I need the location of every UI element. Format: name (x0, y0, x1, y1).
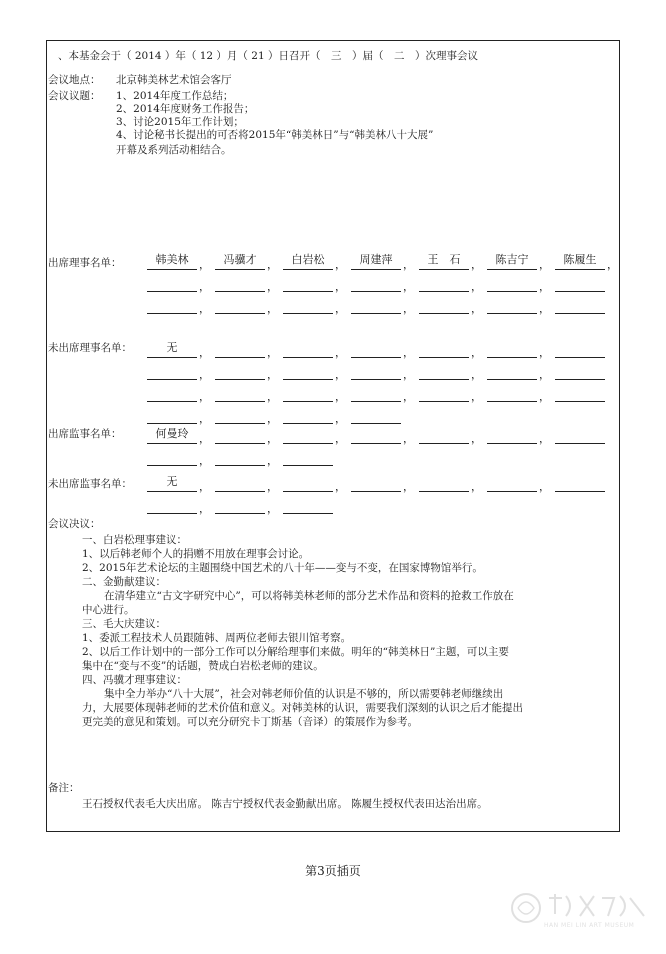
resolution-line: 1、委派工程技术人员跟随韩、周两位老师去银川馆考察。 (82, 632, 352, 644)
signature-slot (147, 385, 197, 402)
signature-slot (555, 427, 605, 444)
signature-slot (147, 297, 197, 314)
signature-slot (419, 275, 469, 292)
signature-slot (147, 449, 197, 466)
resolution-line: 中心进行。 (82, 604, 135, 616)
separator: ， (199, 280, 210, 293)
resolution-line: 2、以后工作计划中的一部分工作可以分解给理事们来做。明年的“韩美林日”主题，可以主要 (82, 646, 509, 658)
signature-slot: 韩美林 (147, 253, 197, 270)
signature-slot (147, 363, 197, 380)
separator: ， (539, 302, 550, 315)
resolution-line: 2、2015年艺术论坛的主题围绕中国艺术的八十年——变与不变，在国家博物馆举行。 (82, 562, 483, 574)
agenda-item: 3、讨论2015年工作计划； (116, 116, 244, 128)
separator: ， (199, 502, 210, 515)
resolution-line: 集中在“变与不变”的话题，赞成白岩松老师的建议。 (82, 660, 324, 672)
separator: ， (607, 258, 618, 271)
signature-slot: 无 (147, 341, 197, 358)
separator: ， (403, 346, 414, 359)
signature-slot (283, 363, 333, 380)
remarks-text: 王石授权代表毛大庆出席。 陈吉宁授权代表金勤献出席。 陈履生授权代表田达治出席。 (82, 798, 488, 810)
signature-slot: 周建萍 (351, 253, 401, 270)
resolution-line: 集中全力举办“八十大展”，社会对韩老师价值的认识是不够的，所以需要韩老师继续出 (104, 688, 504, 700)
resolution-line: 1、以后韩老师个人的捐赠不用放在理事会讨论。 (82, 548, 310, 560)
signature-slot (147, 407, 197, 424)
separator: ， (335, 280, 346, 293)
signature-slot (351, 385, 401, 402)
signature-slot (283, 341, 333, 358)
museum-watermark-logo (504, 886, 654, 936)
signature-slot (283, 475, 333, 492)
signature-slot (147, 275, 197, 292)
separator: ， (403, 368, 414, 381)
watermark-text: HAN MEI LIN ART MUSEUM (544, 922, 635, 929)
signature-slot (487, 475, 537, 492)
signature-slot (351, 475, 401, 492)
separator: ， (335, 258, 346, 271)
present-directors-grid (99, 252, 618, 318)
separator: ， (267, 390, 278, 403)
separator: ， (539, 368, 550, 381)
signature-slot (215, 341, 265, 358)
separator: ， (471, 480, 482, 493)
signature-slot (283, 297, 333, 314)
separator: ， (199, 412, 210, 425)
agenda-item: 4、讨论秘书长提出的可否将2015年“韩美林日”与“韩美林八十大展” (116, 129, 434, 141)
signature-slot: 无 (147, 475, 197, 492)
signature-slot: 白岩松 (283, 253, 333, 270)
signature-slot (351, 427, 401, 444)
separator: ， (335, 480, 346, 493)
signature-slot (419, 385, 469, 402)
separator: ， (199, 368, 210, 381)
separator: ， (335, 432, 346, 445)
signature-slot (487, 297, 537, 314)
separator: ， (471, 280, 482, 293)
separator: ， (403, 302, 414, 315)
separator: ， (539, 346, 550, 359)
signature-slot (283, 427, 333, 444)
signature-slot (215, 275, 265, 292)
separator: ， (471, 368, 482, 381)
signature-slot (351, 341, 401, 358)
signature-slot (215, 407, 265, 424)
resolution-line: 在清华建立“古文字研究中心”，可以将韩美林老师的部分艺术作品和资料的抢救工作放在 (104, 590, 514, 602)
signature-slot (283, 407, 333, 424)
signature-slot (555, 363, 605, 380)
resolution-line: 力，大展要体现韩老师的艺术价值和意义。对韩美林的认识，需要我们深刻的认识之后才能提出 (82, 702, 523, 714)
separator: ， (199, 454, 210, 467)
signature-slot (351, 407, 401, 424)
absent-directors-grid (99, 340, 607, 428)
agenda-item: 开幕及系列活动相结合。 (116, 144, 232, 156)
separator: ， (471, 390, 482, 403)
separator: ， (539, 258, 550, 271)
absent-directors-label: 未出席理事名单： (48, 342, 132, 354)
agenda-item: 1、2014年度工作总结； (116, 90, 234, 102)
present-directors-label: 出席理事名单： (48, 257, 122, 269)
signature-slot (215, 475, 265, 492)
signature-slot (215, 385, 265, 402)
signature-slot (487, 341, 537, 358)
separator: ， (267, 302, 278, 315)
signature-slot (487, 275, 537, 292)
resolution-heading: 一、白岩松理事建议： (82, 534, 187, 546)
signature-slot (487, 427, 537, 444)
separator: ， (335, 412, 346, 425)
resolution-heading: 四、冯骥才理事建议： (82, 674, 187, 686)
separator: ， (403, 432, 414, 445)
agenda-label: 会议议题： (48, 90, 101, 102)
remarks-label: 备注： (48, 782, 80, 794)
separator: ， (199, 390, 210, 403)
signature-slot (555, 385, 605, 402)
separator: ， (335, 368, 346, 381)
signature-slot (419, 297, 469, 314)
absent-supervisors-label: 未出席监事名单： (48, 478, 132, 490)
signature-slot (419, 427, 469, 444)
signature-slot (147, 497, 197, 514)
separator: ， (539, 390, 550, 403)
signature-slot (215, 427, 265, 444)
separator: ， (199, 480, 210, 493)
separator: ， (403, 258, 414, 271)
signature-slot (215, 497, 265, 514)
signature-slot (283, 275, 333, 292)
signature-slot (215, 297, 265, 314)
separator: ， (267, 502, 278, 515)
signature-slot: 冯骥才 (215, 253, 265, 270)
signature-slot (283, 385, 333, 402)
signature-slot (419, 363, 469, 380)
separator: ， (471, 432, 482, 445)
separator: ， (267, 480, 278, 493)
resolutions-label: 会议决议： (48, 518, 101, 530)
separator: ， (199, 258, 210, 271)
meeting-header: 、本基金会于（ 2014 ）年（ 12 ）月（ 21 ）日召开（ 三 ）届（ 二 ）次理事会议 (58, 50, 478, 62)
agenda-item: 2、2014年度财务工作报告； (116, 103, 255, 115)
location-label: 会议地点： (48, 74, 101, 86)
separator: ， (335, 390, 346, 403)
signature-slot (419, 341, 469, 358)
signature-slot (487, 363, 537, 380)
signature-slot (351, 363, 401, 380)
resolution-heading: 二、金勤献建议： (82, 576, 166, 588)
separator: ， (403, 390, 414, 403)
signature-slot: 陈吉宁 (487, 253, 537, 270)
separator: ， (199, 302, 210, 315)
present-supervisors-grid (99, 426, 607, 470)
signature-slot (419, 475, 469, 492)
signature-slot (283, 497, 333, 514)
absent-supervisors-grid (99, 474, 607, 518)
signature-slot (215, 363, 265, 380)
signature-slot: 王 石 (419, 253, 469, 270)
separator: ， (267, 432, 278, 445)
separator: ， (471, 258, 482, 271)
signature-slot (487, 385, 537, 402)
separator: ， (335, 302, 346, 315)
signature-slot (351, 275, 401, 292)
resolution-line: 更完美的意见和策划。可以充分研究卡丁斯基（音译）的策展作为参考。 (82, 716, 418, 728)
signature-slot (215, 449, 265, 466)
signature-slot: 何曼玲 (147, 427, 197, 444)
separator: ， (539, 432, 550, 445)
separator: ， (335, 346, 346, 359)
present-supervisors-label: 出席监事名单： (48, 428, 122, 440)
separator: ， (267, 258, 278, 271)
signature-slot (283, 449, 333, 466)
signature-slot (555, 297, 605, 314)
separator: ， (199, 346, 210, 359)
separator: ， (267, 346, 278, 359)
signature-slot (555, 341, 605, 358)
signature-slot (351, 297, 401, 314)
separator: ， (267, 280, 278, 293)
location-value: 北京韩美林艺术馆会客厅 (116, 74, 232, 86)
separator: ， (471, 302, 482, 315)
page-label: 第3页插页 (305, 864, 361, 878)
separator: ， (539, 280, 550, 293)
signature-slot: 陈履生 (555, 253, 605, 270)
separator: ， (471, 346, 482, 359)
separator: ， (403, 280, 414, 293)
separator: ， (199, 432, 210, 445)
separator: ， (267, 412, 278, 425)
separator: ， (403, 480, 414, 493)
separator: ， (267, 454, 278, 467)
separator: ， (539, 480, 550, 493)
signature-slot (555, 275, 605, 292)
signature-slot (555, 475, 605, 492)
resolution-heading: 三、毛大庆建议： (82, 618, 166, 630)
separator: ， (267, 368, 278, 381)
